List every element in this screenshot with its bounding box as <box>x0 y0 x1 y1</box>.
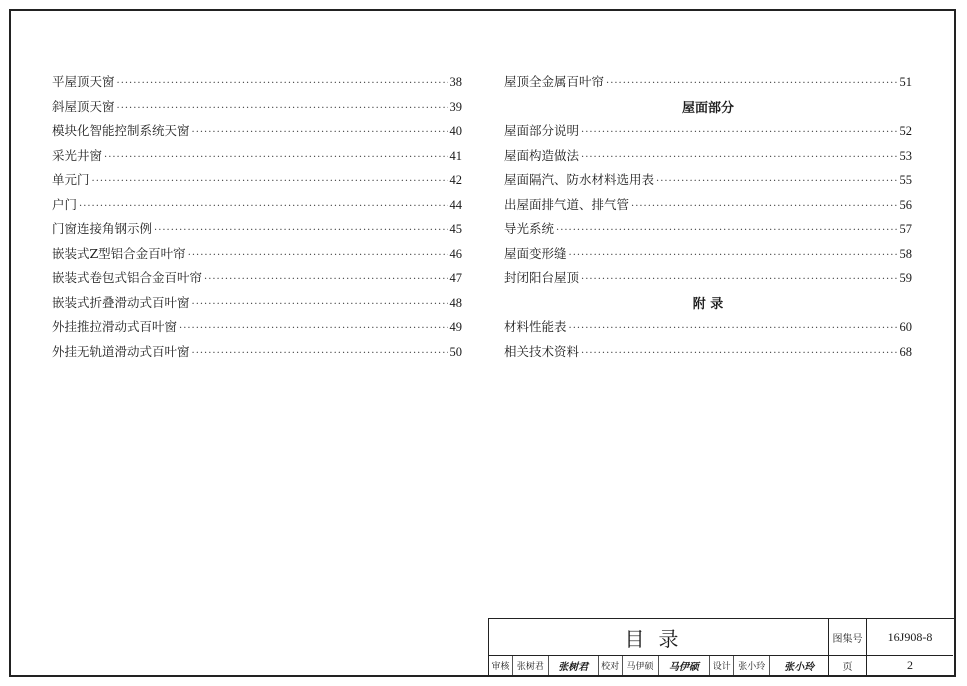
toc-entry: 嵌装式Z型铝合金百叶帘 ····· 46 <box>52 244 462 269</box>
check-label: 校对 <box>599 656 623 675</box>
toc-entry: 嵌装式卷包式铝合金百叶帘 ····· 47 <box>52 268 462 293</box>
toc-entry: 斜屋顶天窗 ····· 39 <box>52 97 462 122</box>
drawing-title: 目录 <box>489 619 829 656</box>
toc-entry: 相关技术资料 ····· 68 <box>504 342 912 367</box>
toc-entry: 模块化智能控制系统天窗 ····· 40 <box>52 121 462 146</box>
toc-entry: 屋面变形缝 ····· 58 <box>504 244 912 269</box>
page-number: 2 <box>907 658 913 672</box>
reviewer-signature: 张树君 <box>549 656 599 675</box>
toc-left-column <box>52 72 462 366</box>
toc-entry: 封闭阳台屋顶 ····· 59 <box>504 268 912 293</box>
toc-entry: 采光井窗 ····· 41 <box>52 146 462 171</box>
toc-entry: 导光系统 ····· 57 <box>504 219 912 244</box>
toc-entry: 屋面部分说明 ····· 52 <box>504 121 912 146</box>
toc-entry: 户门 ····· 44 <box>52 195 462 220</box>
section-heading-appendix: 附 录 <box>692 296 724 312</box>
designer-signature: 张小玲 <box>784 662 815 673</box>
toc-entry: 外挂推拉滑动式百叶窗 ····· 49 <box>52 317 462 342</box>
designer-name: 张小玲 <box>734 656 770 675</box>
checker-signature: 马伊硕 <box>659 656 711 675</box>
atlas-number: 16J908-8 <box>867 619 953 656</box>
toc-entry: 嵌装式折叠滑动式百叶窗 ····· 48 <box>52 293 462 318</box>
toc-entry: 出屋面排气道、排气管 ····· 56 <box>504 195 912 220</box>
design-label: 设计 <box>710 656 734 675</box>
page-label: 页 <box>829 656 867 675</box>
checker-name: 马伊硕 <box>623 656 659 675</box>
toc-right-column <box>504 72 912 366</box>
atlas-number-label: 图集号 <box>829 619 867 656</box>
toc-entry: 平屋顶天窗 ····· 38 <box>52 72 462 97</box>
toc-entry: 屋面隔汽、防水材料选用表 ····· 55 <box>504 170 912 195</box>
section-heading-roof: 屋面部分 <box>681 100 734 116</box>
reviewer-name: 张树君 <box>513 656 549 675</box>
toc-entry: 材料性能表 ····· 60 <box>504 317 912 342</box>
toc-entry: 屋面构造做法 ····· 53 <box>504 146 912 171</box>
signature-row <box>489 656 829 675</box>
toc-entry: 屋顶全金属百叶帘 ····· 51 <box>504 72 912 97</box>
title-block <box>488 618 954 675</box>
toc-entry: 外挂无轨道滑动式百叶窗 ····· 50 <box>52 342 462 367</box>
toc-entry: 单元门 ····· 42 <box>52 170 462 195</box>
toc-entry: 门窗连接角钢示例 ····· 45 <box>52 219 462 244</box>
review-label: 审核 <box>489 656 513 675</box>
